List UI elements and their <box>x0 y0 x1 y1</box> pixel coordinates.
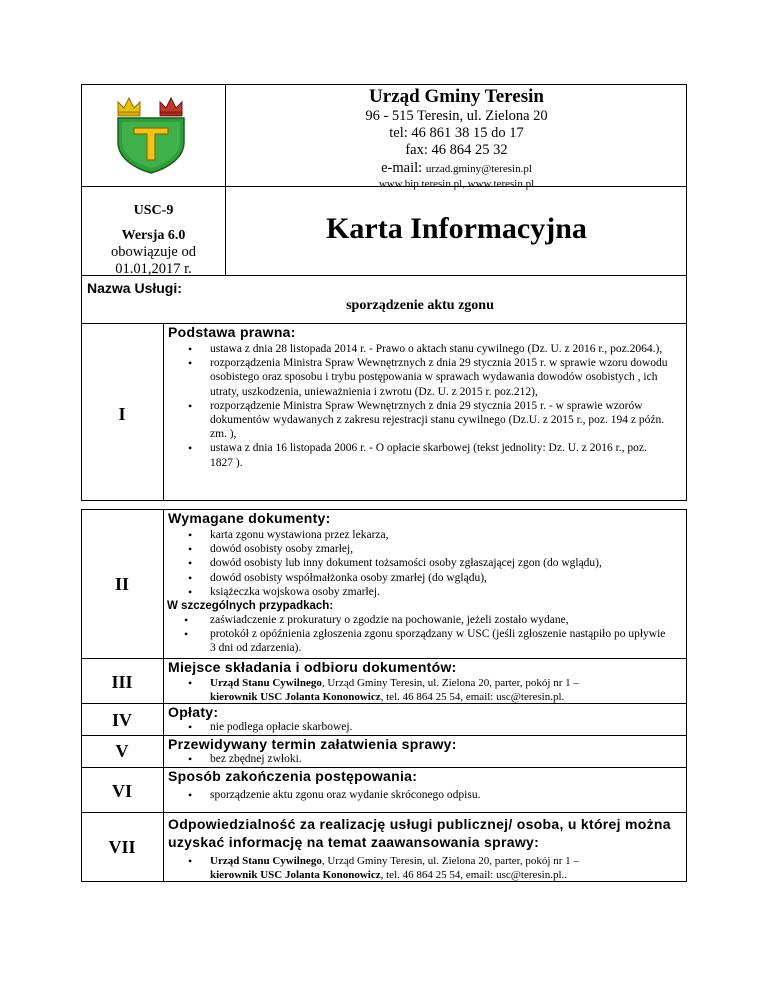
section-7-numeral: VII <box>108 837 136 857</box>
office-fax: fax: 46 864 25 32 <box>405 142 508 158</box>
section-6-list <box>168 788 683 802</box>
section-2-numeral: II <box>114 574 129 594</box>
office-address: 96 - 515 Teresin, ul. Zielona 20 <box>365 108 548 124</box>
usc-address: , Urząd Gminy Teresin, ul. Zielona 20, parter, pokój nr 1 – <box>321 677 579 689</box>
list-item: • ustawa z dnia 16 listopada 2006 r. - O opłacie skarbowej (tekst jednolity: Dz. U. z 2016 r., poz. 1827 ). <box>168 441 669 469</box>
list-item: • rozporządzenia Ministra Spraw Wewnętrznych z dnia 29 stycznia 2015 r. w sprawie wzoru dowodu osobistego oraz sposobu i trybu postępowania w sprawach wydawania dowodów osobistych , ich utraty, uszkodzenia, unieważnienia i zwrotu (Dz. U. z 2015 r. poz.212), <box>168 356 669 399</box>
section-5-numeral: V <box>115 741 129 761</box>
section-2-list <box>168 528 683 599</box>
usc-head: kierownik USC Jolanta Kononowicz <box>210 869 381 882</box>
service-label: Nazwa Usługi: <box>87 280 182 296</box>
usc-head: kierownik USC Jolanta Kononowicz <box>210 691 381 704</box>
section-4-numeral: IV <box>111 710 132 730</box>
list-item <box>168 676 673 704</box>
section-6-numeral: VI <box>111 781 132 801</box>
section-7-list <box>168 854 683 882</box>
list-item <box>168 854 673 882</box>
usc-name: Urząd Stanu Cywilnego <box>210 677 322 689</box>
service-name: sporządzenie aktu zgonu <box>346 298 494 313</box>
section-7-heading-line1: Odpowiedzialność za realizację usługi publicznej/ osoba, u której można <box>168 816 671 832</box>
doc-version-block <box>82 227 225 278</box>
list-item: • sporządzenie aktu zgonu oraz wydanie skróconego odpisu. <box>168 788 683 802</box>
usc-address: , Urząd Gminy Teresin, ul. Zielona 20, parter, pokój nr 1 – <box>321 855 579 867</box>
section-7-heading-line2: uzyskać informację na temat zaawansowania sprawy: <box>168 834 540 850</box>
section-3-heading: Miejsce składania i odbioru dokumentów: <box>168 659 457 675</box>
header-contact <box>226 86 687 191</box>
section-2-special-list <box>164 613 683 656</box>
office-websites[interactable]: www.bip.teresin.pl, www.teresin.pl <box>378 178 535 190</box>
list-item: • ustawa z dnia 28 listopada 2014 r. - Prawo o aktach stanu cywilnego (Dz. U. z 2016 r., poz.2064.), <box>168 342 669 356</box>
section-5-list <box>168 752 683 766</box>
section-3-numeral: III <box>111 672 133 692</box>
usc-contact: , tel. 46 864 25 54, email: usc@teresin.pl.. <box>380 869 568 882</box>
section-4-heading: Opłaty: <box>168 704 219 720</box>
office-email[interactable]: urzad.gminy@teresin.pl <box>425 163 532 175</box>
section-1-numeral: I <box>118 404 126 424</box>
section-1-heading: Podstawa prawna: <box>168 324 296 340</box>
list-item: • dowód osobisty współmałżonka osoby zmarłej (do wglądu), <box>168 571 669 585</box>
section-4-list <box>168 720 683 734</box>
doc-valid-from: obowiązuje od <box>111 244 196 260</box>
section-6-heading: Sposób zakończenia postępowania: <box>168 768 418 784</box>
list-item: • zaświadczenie z prokuratury o zgodzie na pochowanie, jeżeli zostało wydane, <box>164 613 667 627</box>
doc-valid-date: 01.01,2017 r. <box>115 261 192 277</box>
office-tel: tel: 46 861 38 15 do 17 <box>389 125 524 141</box>
doc-code: USC-9 <box>133 203 174 218</box>
list-item: • rozporządzenie Ministra Spraw Wewnętrznych z dnia 29 stycznia 2015 r. - w sprawie wzorów dokumentów wydawanych z zakresu rejestracji stanu cywilnego (Dz.U. z 2015 r., poz. 194 z późn. zm. ), <box>168 399 669 442</box>
usc-name: Urząd Stanu Cywilnego <box>210 855 322 867</box>
section-3-list <box>168 676 683 704</box>
section-2-heading: Wymagane dokumenty: <box>168 510 331 526</box>
section-1-list <box>168 342 683 470</box>
list-item: • protokół z opóźnienia zgłoszenia zgonu sporządzany w USC (jeśli zgłoszenie nastąpiło po upływie 3 dni od zdarzenia). <box>164 627 667 655</box>
list-item: • dowód osobisty lub inny dokument tożsamości osoby zgłaszającej zgon (do wglądu), <box>168 556 669 570</box>
list-item: • nie podlega opłacie skarbowej. <box>168 720 683 734</box>
section-5-heading: Przewidywany termin załatwienia sprawy: <box>168 736 457 752</box>
usc-contact: , tel. 46 864 25 54, email: usc@teresin.pl. <box>380 691 565 704</box>
office-name: Urząd Gminy Teresin <box>369 86 544 107</box>
list-item: • bez zbędnej zwłoki. <box>168 752 683 766</box>
email-label: e-mail: <box>381 160 423 176</box>
doc-title: Karta Informacyjna <box>326 212 587 245</box>
section-2-subheading: W szczególnych przypadkach: <box>167 600 334 612</box>
list-item: • karta zgonu wystawiona przez lekarza, <box>168 528 669 542</box>
doc-version: Wersja 6.0 <box>121 228 186 243</box>
office-email-line <box>226 159 687 178</box>
list-item: • książeczka wojskowa osoby zmarłej. <box>168 585 669 599</box>
list-item: • dowód osobisty osoby zmarłej, <box>168 542 669 556</box>
teresin-crest-icon <box>112 94 190 174</box>
